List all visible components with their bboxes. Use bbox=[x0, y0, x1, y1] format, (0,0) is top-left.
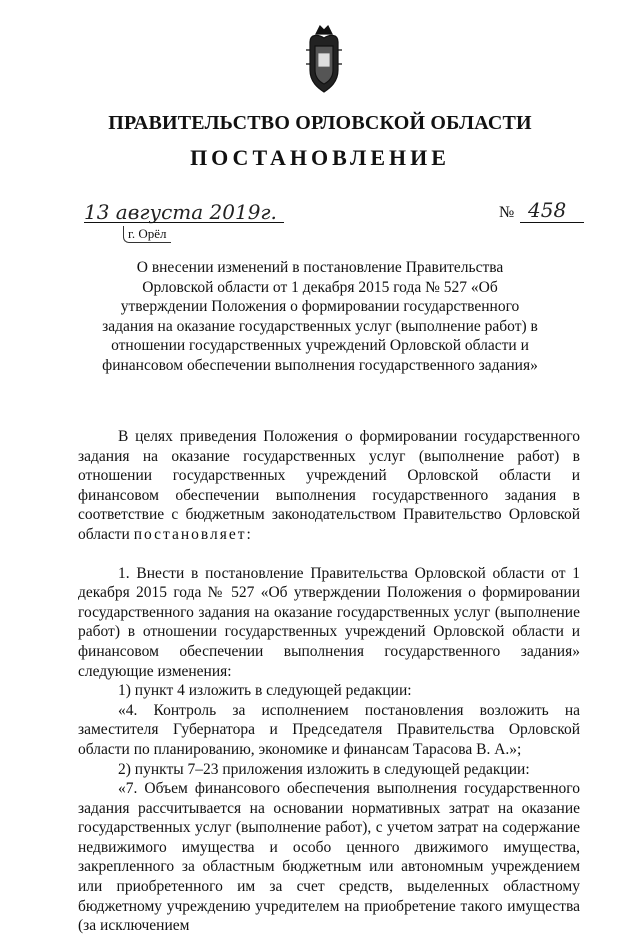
number-label: № bbox=[499, 204, 515, 221]
subitem-1-paragraph: 1) пункт 4 изложить в следующей редакции: bbox=[118, 682, 412, 700]
item-4-text-paragraph: «4. Контроль за исполнением постановления возложить на заместителя Губернатора и Председателя Правительства Орловской области по планированию, экономике и финансам Тарасова В. А.»; bbox=[78, 701, 580, 758]
document-type-title: ПОСТАНОВЛЕНИЕ bbox=[190, 145, 450, 170]
date-underline bbox=[84, 222, 284, 223]
document-subject-title: О внесении изменений в постановление Правительства Орловской области от 1 декабря 2015 года № 527 «Об утверждении Положения о формировании государственного задания на оказание государственных услуг (выполнение работ) в отношении государственных учреждений Орловской области и финансовом обеспечении выполнения государственного задания» bbox=[102, 259, 538, 374]
coat-of-arms-emblem bbox=[302, 20, 346, 98]
preamble-paragraph bbox=[78, 427, 580, 545]
item-1-paragraph: 1. Внести в постановление Правительства Орловской области от 1 декабря 2015 года № 527 «Об утверждении Положения о формировании государственного задания на оказание государственных услуг (выполнение работ) в отношении государственных учреждений Орловской области и финансовом обеспечении выполнения государственного задания» следующие изменения: bbox=[78, 564, 580, 680]
document-date bbox=[84, 200, 284, 224]
document-body bbox=[78, 427, 580, 936]
government-header: ПРАВИТЕЛЬСТВО ОРЛОВСКОЙ ОБЛАСТИ bbox=[108, 112, 532, 134]
resolves-word: постановляет: bbox=[133, 525, 253, 543]
preamble-text: В целях приведения Положения о формировании государственного задания на оказание государственных услуг (выполнение работ) в отношении государственных учреждений Орловской области и финансовом обеспечении выполнения государственного задания в соответствие с бюджетным законодательством Правительство Орловской области bbox=[78, 428, 580, 543]
subitem-2-paragraph: 2) пункты 7–23 приложения изложить в следующей редакции: bbox=[118, 760, 530, 778]
handwritten-date: 13 августа 2019г. bbox=[84, 200, 277, 224]
number-underline bbox=[520, 222, 584, 223]
city-label: г. Орёл bbox=[123, 226, 171, 243]
handwritten-number: 458 bbox=[528, 198, 567, 222]
item-7-text-paragraph: «7. Объем финансового обеспечения выполнения государственного задания рассчитывается на основании нормативных затрат на оказание государственных услуг (выполнение работ), с учетом затрат на содержание недвижимого имущества и особо ценного движимого имущества, закрепленного за областным бюджетным или автономным учреждением или приобретенного им за счет средств, выделенных областному бюджетному учреждению учредителем на приобретение такого имущества (за исключением bbox=[78, 780, 580, 935]
